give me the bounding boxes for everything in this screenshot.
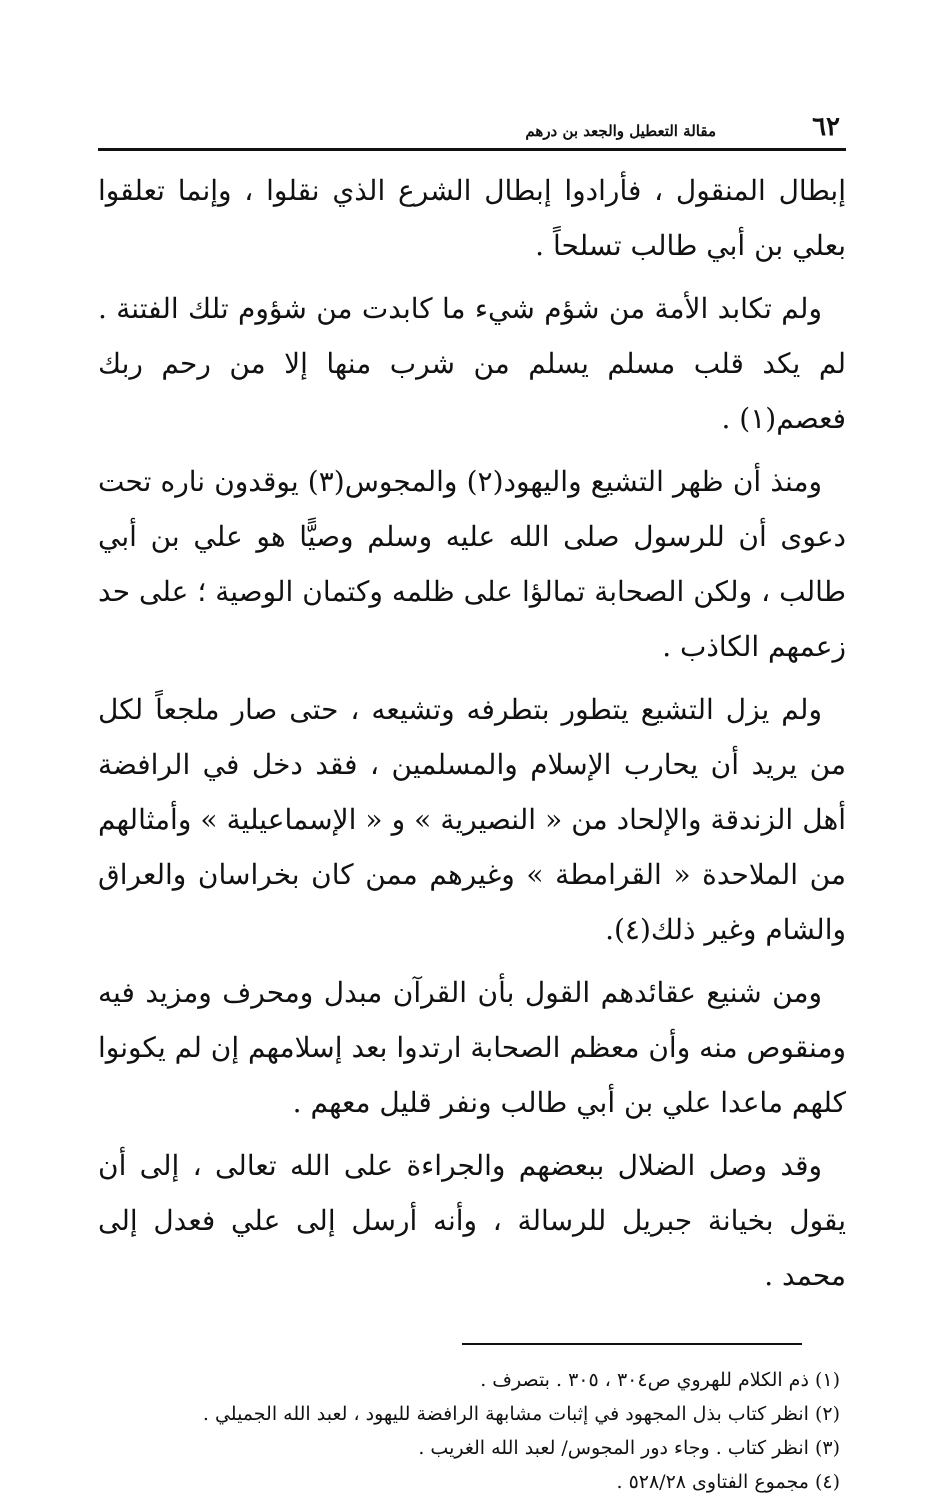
running-title: مقالة التعطيل والجعد بن درهم <box>525 122 716 140</box>
book-page <box>98 108 846 1499</box>
footnote-3: (٣) انظر كتاب . وجاء دور المجوس/ لعبد الله الغريب . <box>418 1437 840 1459</box>
paragraph: وقد وصل الضلال ببعضهم والجراءة على الله تعالى ، إلى أن يقول بخيانة جبريل للرسالة ، وأنه أرسل إلى علي فعدل إلى محمد . <box>98 1149 846 1292</box>
paragraph: ولم يزل التشيع يتطور بتطرفه وتشيعه ، حتى صار ملجعاً لكل من يريد أن يحارب الإسلام والمسلمين ، فقد دخل في الرافضة أهل الزندقة والإلحاد من « النصيرية » و « الإسماعيلية » وأمثالهم من الملاحدة « القرامطة » وغيرهم ممن كان بخراسان والعراق والشام وغير ذلك(٤). <box>98 693 846 946</box>
page-number: ٦٢ <box>812 112 840 142</box>
footnote-4: (٤) مجموع الفتاوى ٥٢٨/٢٨ . <box>616 1471 840 1493</box>
footnote-2: (٢) انظر كتاب بذل المجهود في إثبات مشابهة الرافضة لليهود ، لعبد الله الجميلي . <box>202 1403 840 1425</box>
footnotes <box>98 1363 846 1499</box>
footnote-1: (١) ذم الكلام للهروي ص٣٠٤ ، ٣٠٥ . بتصرف . <box>480 1369 840 1391</box>
paragraph: ومنذ أن ظهر التشيع واليهود(٢) والمجوس(٣) يوقدون ناره تحت دعوى أن للرسول صلى الله عليه وسلم وصيًّا هو علي بن أبي طالب ، ولكن الصحابة تمالؤا على ظلمه وكتمان الوصية ؛ على حد زعمهم الكاذب . <box>98 465 846 663</box>
body-text <box>98 163 846 1303</box>
paragraph: إبطال المنقول ، فأرادوا إبطال الشرع الذي نقلوا ، وإنما تعلقوا بعلي بن أبي طالب تسلحاً . <box>98 174 846 262</box>
page-header <box>98 108 846 151</box>
paragraph: ولم تكابد الأمة من شؤم شيء ما كابدت من شؤوم تلك الفتنة . لم يكد قلب مسلم يسلم من شرب منها إلا من رحم ربك فعصم(١) . <box>98 292 846 435</box>
paragraph: ومن شنيع عقائدهم القول بأن القرآن مبدل ومحرف ومزيد فيه ومنقوص منه وأن معظم الصحابة ارتدوا بعد إسلامهم إن لم يكونوا كلهم ماعدا علي بن أبي طالب ونفر قليل معهم . <box>98 976 846 1119</box>
footnote-divider <box>462 1343 802 1345</box>
